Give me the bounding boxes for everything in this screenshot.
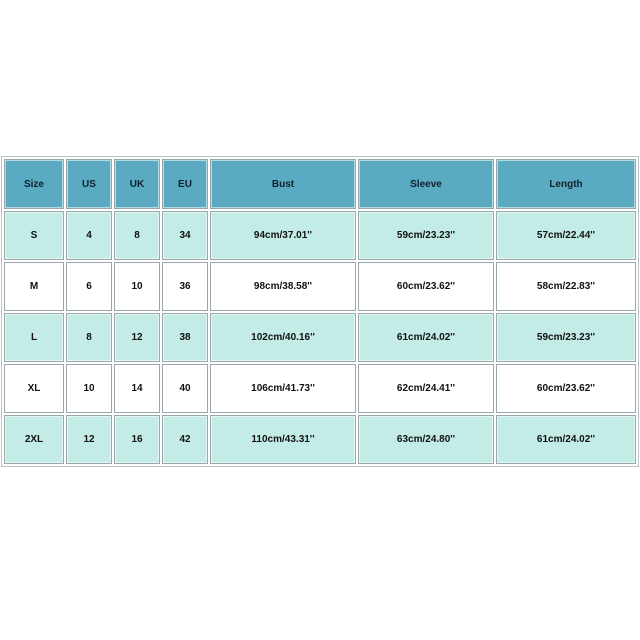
cell-sleeve: 60cm/23.62'' [358,262,494,311]
cell-bust: 106cm/41.73'' [210,364,356,413]
cell-uk: 14 [114,364,160,413]
cell-sleeve: 61cm/24.02'' [358,313,494,362]
cell-bust: 102cm/40.16'' [210,313,356,362]
header-uk: UK [114,159,160,209]
table-row [4,262,636,311]
cell-length: 58cm/22.83'' [496,262,636,311]
cell-eu: 36 [162,262,208,311]
cell-length: 61cm/24.02'' [496,415,636,464]
cell-eu: 38 [162,313,208,362]
header-us: US [66,159,112,209]
cell-uk: 8 [114,211,160,260]
table-row [4,364,636,413]
cell-size: L [4,313,64,362]
header-row [4,159,636,209]
header-length: Length [496,159,636,209]
cell-uk: 10 [114,262,160,311]
cell-bust: 110cm/43.31'' [210,415,356,464]
cell-size: XL [4,364,64,413]
cell-sleeve: 63cm/24.80'' [358,415,494,464]
cell-sleeve: 59cm/23.23'' [358,211,494,260]
header-size: Size [4,159,64,209]
table-row [4,313,636,362]
cell-bust: 98cm/38.58'' [210,262,356,311]
cell-eu: 34 [162,211,208,260]
cell-us: 8 [66,313,112,362]
cell-us: 12 [66,415,112,464]
table-row [4,211,636,260]
header-sleeve: Sleeve [358,159,494,209]
cell-uk: 16 [114,415,160,464]
cell-eu: 40 [162,364,208,413]
header-eu: EU [162,159,208,209]
cell-us: 10 [66,364,112,413]
cell-bust: 94cm/37.01'' [210,211,356,260]
cell-length: 59cm/23.23'' [496,313,636,362]
header-bust: Bust [210,159,356,209]
cell-sleeve: 62cm/24.41'' [358,364,494,413]
cell-us: 6 [66,262,112,311]
cell-us: 4 [66,211,112,260]
cell-eu: 42 [162,415,208,464]
cell-length: 60cm/23.62'' [496,364,636,413]
cell-size: 2XL [4,415,64,464]
cell-uk: 12 [114,313,160,362]
size-chart-table [1,156,639,467]
cell-size: S [4,211,64,260]
table-row [4,415,636,464]
cell-size: M [4,262,64,311]
cell-length: 57cm/22.44'' [496,211,636,260]
